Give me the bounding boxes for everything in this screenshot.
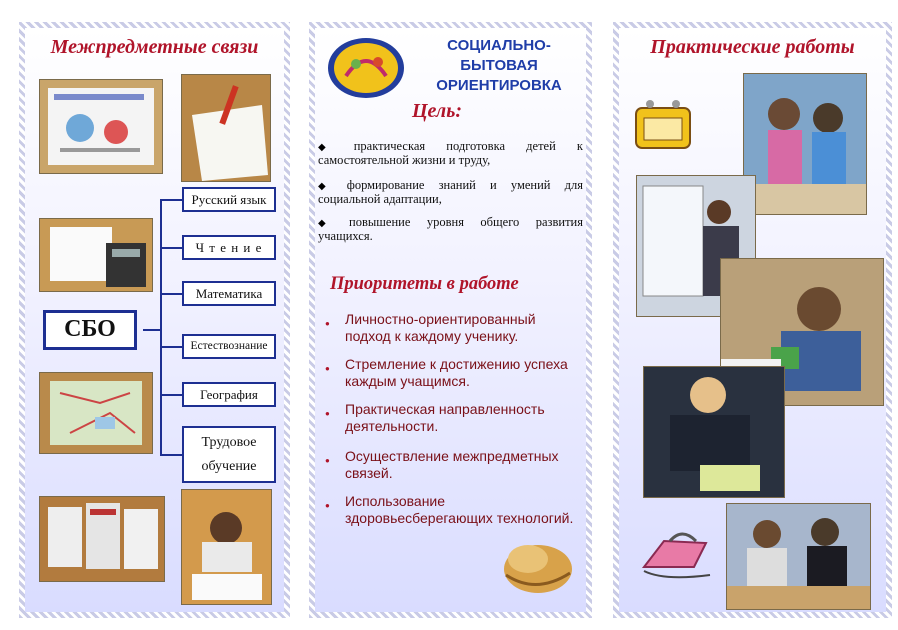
- subject-russian: Русский язык: [182, 187, 276, 212]
- subject-science: Естествознание: [182, 334, 276, 359]
- photo-calculator: [39, 218, 153, 292]
- priority-item: ● Личностно-ориентированный подход к каждому ученику.: [325, 311, 585, 345]
- goal-item: ◆ формирование знаний и умений для социальной адаптации,: [318, 178, 583, 206]
- photo-map: [39, 372, 153, 454]
- left-panel-title: Межпредметные связи: [50, 36, 259, 58]
- priority-text: Практическая направленность деятельности.: [345, 401, 545, 434]
- photo-writing: [181, 74, 271, 182]
- sbo-label: СБО: [43, 310, 137, 350]
- priority-item: ● Стремление к достижению успеха каждым учащимся.: [325, 356, 585, 390]
- photo-students-table: [726, 503, 871, 610]
- goal-label: Цель:: [412, 100, 462, 122]
- priority-text: Личностно-ориентированный подход к каждому ученику.: [345, 311, 536, 344]
- connector-branch: [160, 247, 182, 249]
- connector-branch: [160, 199, 182, 201]
- goal-text: формирование знаний и умений для социальной адаптации,: [318, 178, 583, 206]
- subject-geography: География: [182, 382, 276, 407]
- stove-icon: [630, 96, 696, 154]
- photo-poster: [39, 79, 163, 174]
- priority-text: Осуществление межпредметных связей.: [345, 448, 559, 481]
- priorities-title: Приоритеты в работе: [330, 274, 519, 294]
- photo-student-writing: [181, 489, 272, 605]
- connector-center: [143, 329, 161, 331]
- subject-math: Математика: [182, 281, 276, 306]
- priority-item: ● Практическая направленность деятельности.: [325, 401, 585, 435]
- priority-item: ● Осуществление межпредметных связей.: [325, 448, 585, 482]
- connector-branch: [160, 293, 182, 295]
- priority-text: Использование здоровьесберегающих технологий.: [345, 493, 574, 526]
- bread-icon: [496, 535, 578, 599]
- priority-text: Стремление к достижению успеха каждым учащимся.: [345, 356, 568, 389]
- subject-labor: Трудовое обучение: [182, 426, 276, 483]
- subject-reading: Ч т е н и е: [182, 235, 276, 260]
- goal-text: практическая подготовка детей к самостоятельной жизни и труду,: [318, 139, 583, 167]
- main-heading: СОЦИАЛЬНО-БЫТОВАЯ ОРИЕНТИРОВКА: [436, 37, 562, 94]
- goal-item: ◆ практическая подготовка детей к самостоятельной жизни и труду,: [318, 139, 583, 167]
- connector-branch: [160, 346, 182, 348]
- connector-branch: [160, 394, 182, 396]
- iron-icon: [634, 523, 716, 583]
- photo-cutting: [643, 366, 785, 498]
- right-panel-title: Практические работы: [650, 36, 855, 58]
- photo-newspapers: [39, 496, 165, 582]
- goal-item: ◆ повышение уровня общего развития учащихся.: [318, 215, 583, 243]
- priority-item: ● Использование здоровьесберегающих технологий.: [325, 493, 585, 527]
- connector-branch: [160, 454, 182, 456]
- photo-cooking: [743, 73, 867, 215]
- emblem-icon: [326, 36, 406, 100]
- connector-vertical: [160, 199, 162, 456]
- goal-text: повышение уровня общего развития учащихся.: [318, 215, 583, 243]
